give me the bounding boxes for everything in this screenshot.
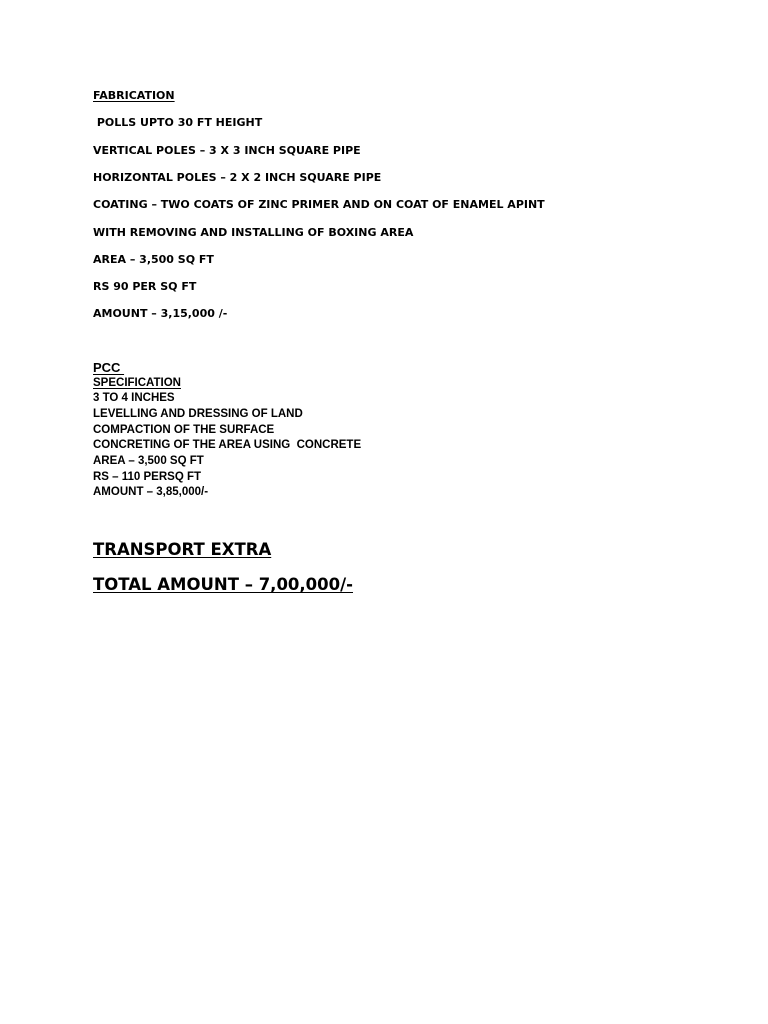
document-page (93, 0, 733, 1024)
fabrication-heading: FABRICATION (93, 89, 175, 102)
fabrication-line-poles-height: POLLS UPTO 30 FT HEIGHT (93, 116, 263, 129)
fabrication-line-area: AREA – 3,500 SQ FT (93, 253, 214, 266)
fabrication-line-horizontal-poles: HORIZONTAL POLES – 2 X 2 INCH SQUARE PIPE (93, 171, 382, 184)
fabrication-line-amount: AMOUNT – 3,15,000 /- (93, 307, 228, 320)
pcc-specification-heading: SPECIFICATION (93, 377, 181, 389)
pcc-line-concreting: CONCRETING OF THE AREA USING CONCRETE (93, 439, 362, 451)
pcc-line-compaction: COMPACTION OF THE SURFACE (93, 424, 275, 436)
pcc-line-rate: RS – 110 PERSQ FT (93, 471, 202, 483)
total-amount: TOTAL AMOUNT – 7,00,000/- (93, 575, 353, 594)
transport-extra: TRANSPORT EXTRA (93, 540, 272, 559)
pcc-line-amount: AMOUNT – 3,85,000/- (93, 486, 209, 498)
fabrication-line-boxing-area: WITH REMOVING AND INSTALLING OF BOXING AREA (93, 226, 414, 239)
pcc-line-levelling: LEVELLING AND DRESSING OF LAND (93, 408, 303, 420)
fabrication-line-vertical-poles: VERTICAL POLES – 3 X 3 INCH SQUARE PIPE (93, 144, 361, 157)
pcc-line-thickness: 3 TO 4 INCHES (93, 392, 175, 404)
pcc-heading: PCC (93, 360, 125, 375)
fabrication-line-rate: RS 90 PER SQ FT (93, 280, 197, 293)
fabrication-line-coating: COATING – TWO COATS OF ZINC PRIMER AND ON COAT OF ENAMEL APINT (93, 198, 545, 211)
pcc-line-area: AREA – 3,500 SQ FT (93, 455, 204, 467)
